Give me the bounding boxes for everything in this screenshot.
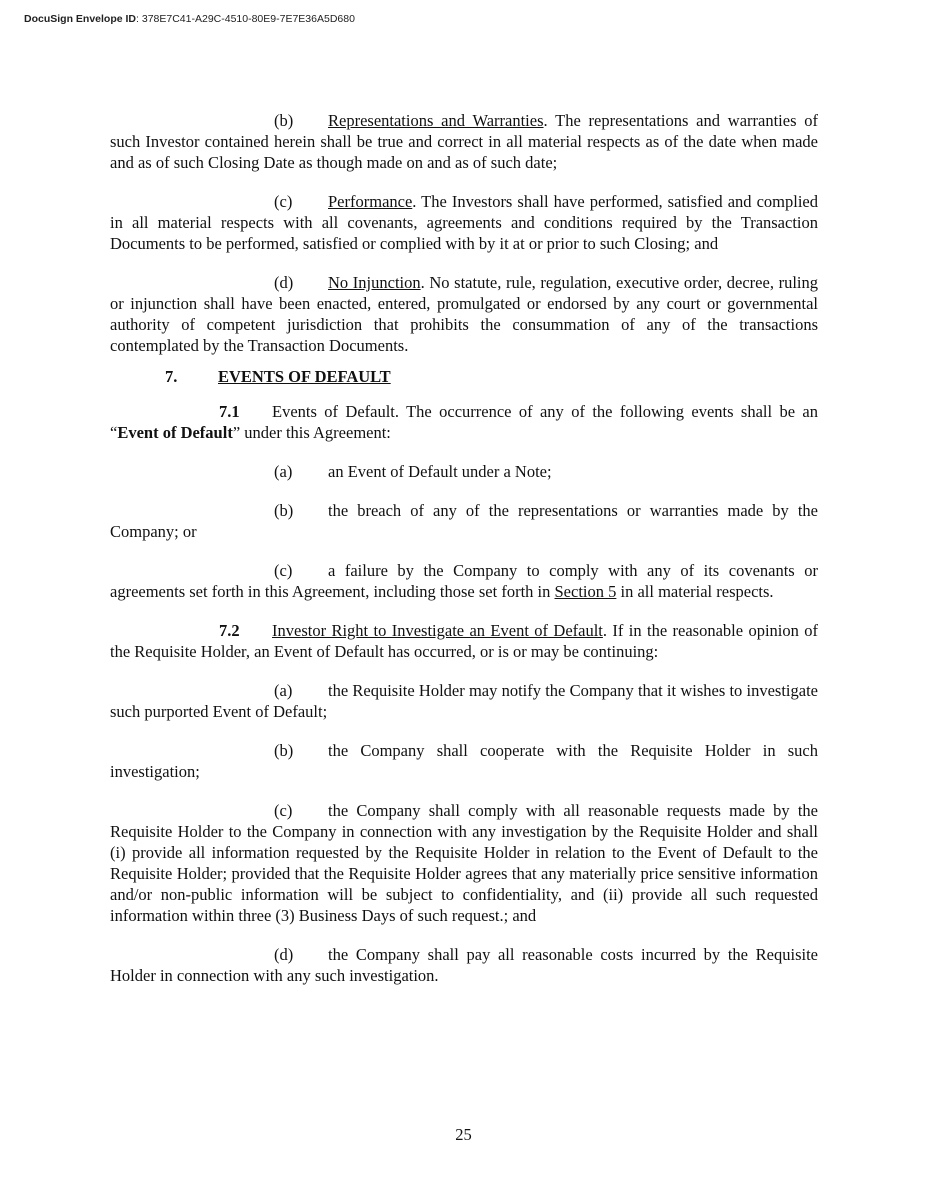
section-7-2-d: (d) the Company shall pay all reasonable costs incurred by the Requisite Holder in connection with any such investigation. (110, 945, 818, 985)
section-7-2-b: (b) the Company shall cooperate with the Requisite Holder in such investigation; (110, 741, 818, 781)
document-page (110, 110, 818, 986)
section-7-2: 7.2 Investor Right to Investigate an Event of Default. If in the reasonable opinion of the Requisite Holder, an Event of Default has occurred, or is or may be continuing: (110, 621, 818, 661)
section-7-2-c: (c) the Company shall comply with all reasonable requests made by the Requisite Holder to the Company in connection with any investigation by the Requisite Holder and shall (i) provide all information requested by the Requisite Holder in relation to the Event of Default to the Requisite Holder; provided that the Requisite Holder agrees that any materially price sensitive information and/or non-public information will be subject to confidentiality, and (ii) provide all such requested information within three (3) Business Days of such request.; and (110, 801, 818, 925)
condition-d-no-injunction: (d) No Injunction. No statute, rule, regulation, executive order, decree, ruling or injunction shall have been enacted, entered, promulgated or endorsed by any court or governmental authority of competent jurisdiction that prohibits the consummation of any of the transactions contemplated by the Transaction Documents. (110, 273, 818, 355)
condition-b-representations: (b) Representations and Warranties. The representations and warranties of such Investor contained herein shall be true and correct in all material respects as of the date when made and as of such Closing Date as though made on and as of such date; (110, 111, 819, 172)
section-7-heading: 7. EVENTS OF DEFAULT (165, 367, 391, 386)
section-7-1-c: (c) a failure by the Company to comply with any of its covenants or agreements set forth in this Agreement, including those set forth in Section 5 in all material respects. (110, 561, 818, 601)
section-5-reference: Section 5 (554, 582, 617, 601)
docusign-envelope-id: DocuSign Envelope ID: 378E7C41-A29C-4510-80E9-7E7E36A5D680 (24, 13, 355, 25)
section-7-2-a: (a) the Requisite Holder may notify the Company that it wishes to investigate such purported Event of Default; (110, 681, 818, 721)
section-7-1-b: (b) the breach of any of the representations or warranties made by the Company; or (110, 501, 818, 541)
section-7-1-a: (a) an Event of Default under a Note; (274, 462, 552, 481)
page-number: 25 (455, 1125, 472, 1144)
section-7-1: 7.1 Events of Default. The occurrence of any of the following events shall be an “Event of Default” under this Agreement: (110, 402, 818, 442)
condition-c-performance: (c) Performance. The Investors shall have performed, satisfied and complied in all material respects with all covenants, agreements and conditions required by the Transaction Documents to be performed, satisfied or complied with by it at or prior to such Closing; and (110, 192, 818, 253)
